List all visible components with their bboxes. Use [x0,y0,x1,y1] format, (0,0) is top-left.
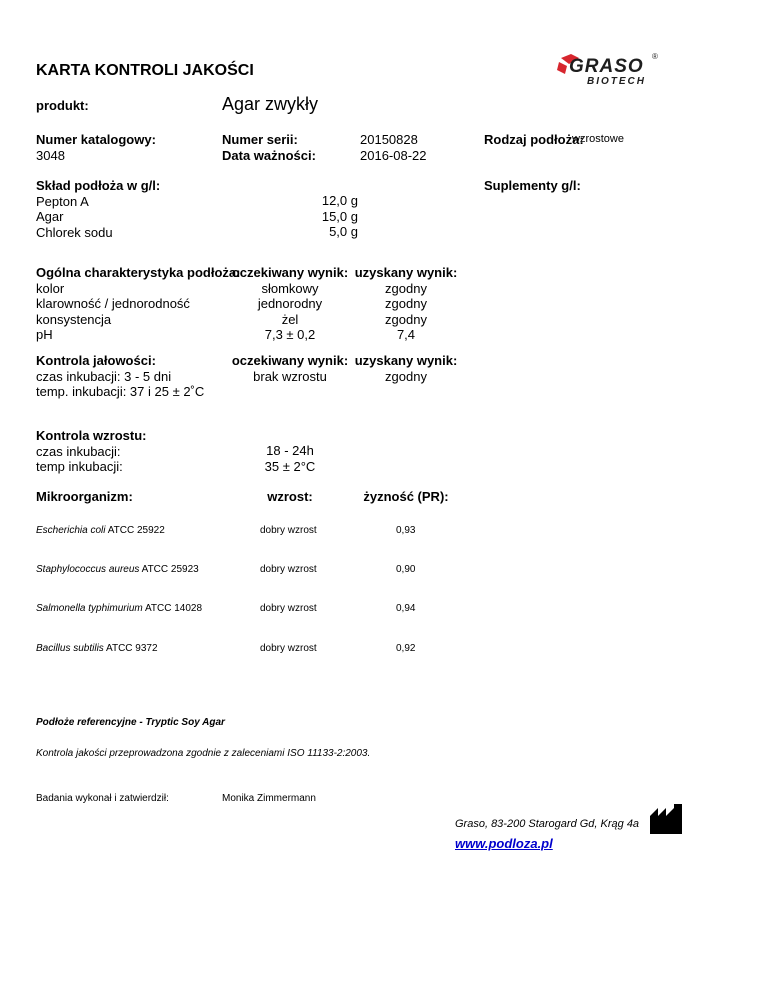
serial-label: Numer serii: [222,132,298,147]
page-title: KARTA KONTROLI JAKOŚCI [36,62,254,79]
expected-value: jednorodny [257,296,323,311]
composition-item-name: Chlorek sodu [36,224,113,240]
growth-cell: dobry wzrost [260,643,317,654]
pr-header: żyzność (PR): [363,489,449,504]
sterility-expected-value: brak wzrostu [253,368,327,384]
website-link[interactable]: www.podloza.pl [455,836,553,851]
medium-type-value: wzrostowe [572,133,624,145]
growth-values [220,443,360,474]
characteristic-param: kolor [36,280,65,296]
catalog-block [36,132,156,163]
iso-note: Kontrola jakości przeprowadzona zgodnie z zaleceniami ISO 11133-2:2003. [36,748,371,759]
graso-logo [557,52,663,92]
pr-cell: 0,90 [396,564,416,575]
growth-block [36,428,147,475]
logo-text: GRASO [569,56,644,77]
growth-temp-label: temp inkubacji: [36,459,123,474]
organism-header: Mikroorganizm: [36,489,133,504]
sterility-obtained-value: zgodny [385,368,427,384]
growth-cell: dobry wzrost [260,564,317,575]
composition-amounts [300,193,358,240]
pr-cell: 0,92 [396,643,416,654]
composition-item-amount: 12,0 g [321,193,358,208]
sterility-label: Kontrola jałowości: [36,353,156,368]
species-name: Salmonella typhimurium [36,603,143,614]
company-address: Graso, 83-200 Starogard Gd, Krąg 4a [455,818,640,830]
growth-time-value: 18 - 24h [266,443,314,458]
obtained-value: zgodny [385,280,427,296]
obtained-value: zgodny [385,311,427,327]
obtained-value: zgodny [385,296,427,311]
composition-item-name: Agar [36,209,64,224]
serial-value: 20150828 [360,132,418,147]
expected-value: 7,3 ± 0,2 [264,327,316,342]
serial-labels [222,132,316,163]
composition-label: Skład podłoża w g/l: [36,178,161,193]
product-name: Agar zwykły [222,94,319,114]
growth-time-label: czas inkubacji: [36,443,121,459]
growth-temp-value: 35 ± 2°C [264,458,316,474]
growth-label: Kontrola wzrostu: [36,428,147,443]
sterility-incubation-temp: temp. inkubacji: 37 i 25 ± 2˚C [36,384,205,399]
table-row [36,643,158,654]
strain-id: ATCC 25923 [141,564,199,575]
strain-id: ATCC 9372 [106,643,158,654]
reference-medium: Podłoże referencyjne - Tryptic Soy Agar [36,717,225,728]
characteristic-param: klarowność / jednorodność [36,296,190,311]
catalog-value: 3048 [36,147,65,163]
composition-item-name: Pepton A [36,193,89,209]
registered-mark: ® [652,52,658,61]
strain-id: ATCC 25922 [107,525,165,536]
logo-subtext: BIOTECH [587,76,646,87]
serial-values [360,132,427,163]
composition-item-amount: 5,0 g [329,224,358,239]
signed-name: Monika Zimmermann [222,793,316,804]
characteristics-block [36,265,240,343]
growth-cell: dobry wzrost [260,603,317,614]
supplements-label: Suplementy g/l: [484,178,581,193]
sterility-expected-header: oczekiwany wynik: [231,353,349,368]
characteristic-param: konsystencja [36,311,112,327]
obtained-header: uzyskany wynik: [354,265,458,280]
expiry-value: 2016-08-22 [360,147,427,163]
product-label: produkt: [36,98,89,113]
expected-value: żel [281,311,299,327]
factory-icon [650,804,684,834]
table-row [36,603,202,614]
growth-cell: dobry wzrost [260,525,317,536]
table-row [36,525,165,536]
table-row [36,564,199,575]
species-name: Bacillus subtilis [36,643,104,654]
sterility-obtained [336,353,476,384]
expected-header: oczekiwany wynik: [231,265,349,280]
catalog-label: Numer katalogowy: [36,132,156,147]
composition-item-amount: 15,0 g [321,208,358,224]
characteristics-obtained [336,265,476,343]
signed-label: Badania wykonał i zatwierdził: [36,793,169,804]
medium-type-label: Rodzaj podłoża: [484,132,584,147]
sterility-incubation-time: czas inkubacji: 3 - 5 dni [36,368,172,384]
obtained-value: 7,4 [396,327,416,342]
species-name: Escherichia coli [36,525,106,536]
expiry-label: Data ważności: [222,147,316,163]
composition-block [36,178,160,240]
species-name: Staphylococcus aureus [36,564,140,575]
sterility-obtained-header: uzyskany wynik: [354,353,458,368]
pr-cell: 0,93 [396,525,416,536]
expected-value: słomkowy [261,280,319,296]
growth-header: wzrost: [267,489,313,504]
strain-id: ATCC 14028 [144,603,203,614]
characteristics-label: Ogólna charakterystyka podłoża: [36,265,241,280]
pr-cell: 0,94 [396,603,416,614]
characteristic-param: pH [36,327,53,342]
sterility-block [36,353,204,400]
